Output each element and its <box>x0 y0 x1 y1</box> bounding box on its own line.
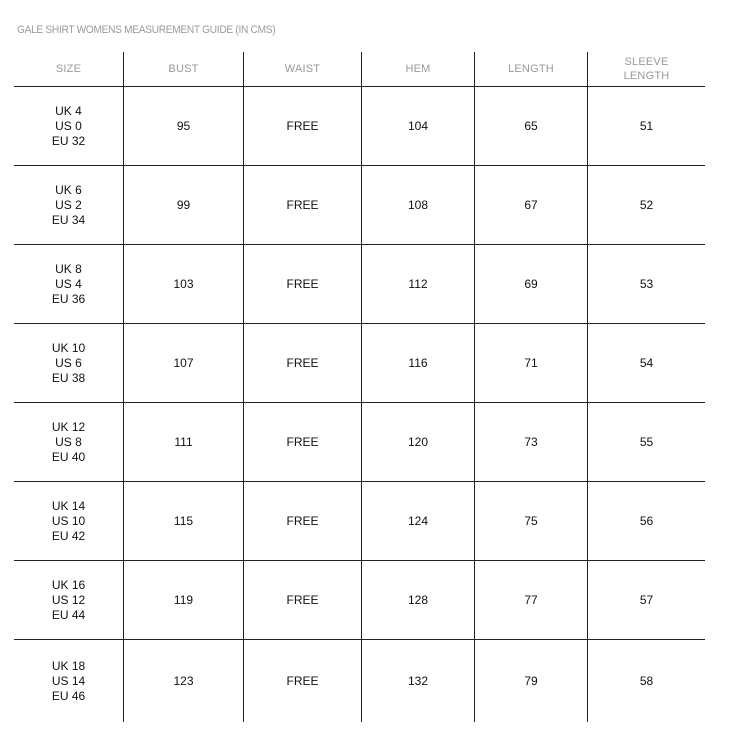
table-row <box>14 245 705 324</box>
size-label: EU 42 <box>51 528 86 543</box>
hem-cell: 128 <box>362 561 475 639</box>
size-label: UK 10 <box>51 340 86 355</box>
size-label: EU 34 <box>51 212 86 227</box>
table-row <box>14 482 705 561</box>
bust-cell: 115 <box>124 482 244 560</box>
table-header <box>14 52 705 87</box>
size-label: US 0 <box>55 118 82 133</box>
size-cell <box>14 640 124 722</box>
header-waist: WAIST <box>244 52 362 86</box>
waist-cell: FREE <box>244 482 362 560</box>
size-cell <box>14 245 124 323</box>
size-label: EU 38 <box>51 370 86 385</box>
size-label: UK 12 <box>51 419 86 434</box>
size-label: UK 6 <box>55 182 82 197</box>
bust-cell: 123 <box>124 640 244 722</box>
length-cell: 73 <box>475 403 588 481</box>
page-title: GALE SHIRT WOMENS MEASUREMENT GUIDE (IN CMS) <box>17 24 276 36</box>
hem-cell: 112 <box>362 245 475 323</box>
size-label: EU 36 <box>51 291 86 306</box>
size-label: EU 32 <box>51 133 86 148</box>
waist-cell: FREE <box>244 324 362 402</box>
size-label: UK 18 <box>51 658 86 673</box>
table-row <box>14 640 705 722</box>
hem-cell: 108 <box>362 166 475 244</box>
bust-cell: 111 <box>124 403 244 481</box>
bust-cell: 119 <box>124 561 244 639</box>
table-row <box>14 403 705 482</box>
header-length: LENGTH <box>475 52 588 86</box>
size-cell <box>14 482 124 560</box>
bust-cell: 107 <box>124 324 244 402</box>
waist-cell: FREE <box>244 403 362 481</box>
sleeve-cell: 56 <box>639 513 654 528</box>
size-cell <box>14 87 124 165</box>
size-label: UK 14 <box>51 498 86 513</box>
hem-cell: 124 <box>362 482 475 560</box>
hem-cell: 104 <box>362 87 475 165</box>
bust-cell: 103 <box>124 245 244 323</box>
header-bust: BUST <box>124 52 244 86</box>
table-row <box>14 561 705 640</box>
sleeve-cell: 52 <box>639 197 654 212</box>
size-cell <box>14 324 124 402</box>
size-label: US 6 <box>55 355 82 370</box>
length-cell: 71 <box>475 324 588 402</box>
length-cell: 69 <box>475 245 588 323</box>
length-cell: 67 <box>475 166 588 244</box>
sleeve-cell: 55 <box>639 434 654 449</box>
table-row <box>14 87 705 166</box>
sleeve-cell: 58 <box>639 673 654 688</box>
waist-cell: FREE <box>244 166 362 244</box>
bust-cell: 95 <box>124 87 244 165</box>
table-row <box>14 166 705 245</box>
waist-cell: FREE <box>244 640 362 722</box>
header-sleeve-length: SLEEVE LENGTH <box>623 56 670 82</box>
size-cell <box>14 561 124 639</box>
sleeve-cell: 54 <box>639 355 654 370</box>
length-cell: 77 <box>475 561 588 639</box>
waist-cell: FREE <box>244 245 362 323</box>
size-label: US 12 <box>51 592 86 607</box>
waist-cell: FREE <box>244 87 362 165</box>
size-label: EU 46 <box>51 688 86 703</box>
size-label: UK 8 <box>55 261 82 276</box>
header-hem: HEM <box>362 52 475 86</box>
header-size: SIZE <box>14 52 124 86</box>
table-row <box>14 324 705 403</box>
length-cell: 65 <box>475 87 588 165</box>
size-label: EU 40 <box>51 449 86 464</box>
size-label: UK 16 <box>51 577 86 592</box>
hem-cell: 120 <box>362 403 475 481</box>
bust-cell: 99 <box>124 166 244 244</box>
waist-cell: FREE <box>244 561 362 639</box>
size-cell <box>14 403 124 481</box>
size-label: US 10 <box>51 513 86 528</box>
size-label: US 2 <box>55 197 82 212</box>
hem-cell: 116 <box>362 324 475 402</box>
length-cell: 79 <box>475 640 588 722</box>
size-label: US 14 <box>51 673 86 688</box>
size-label: UK 4 <box>55 103 82 118</box>
table-body <box>14 87 705 722</box>
hem-cell: 132 <box>362 640 475 722</box>
sleeve-cell: 53 <box>639 276 654 291</box>
sleeve-cell: 57 <box>639 592 654 607</box>
size-label: US 8 <box>55 434 82 449</box>
size-cell <box>14 166 124 244</box>
measurement-table <box>14 52 705 722</box>
size-label: EU 44 <box>51 607 86 622</box>
sleeve-cell: 51 <box>639 118 654 133</box>
size-label: US 4 <box>55 276 82 291</box>
length-cell: 75 <box>475 482 588 560</box>
